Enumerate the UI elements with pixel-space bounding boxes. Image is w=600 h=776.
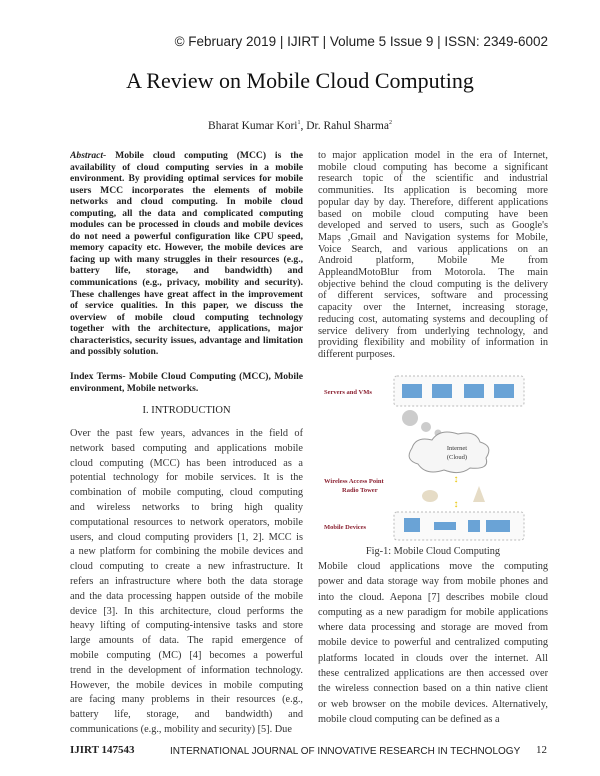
text-line: to major application model in the era of Internet, (318, 150, 548, 161)
text-line: cloud computing to create a new infrastructure. It (70, 561, 303, 573)
cloud-icon (409, 432, 489, 473)
text-line: are facing many problems in their resources (e.g., (70, 694, 303, 706)
text-line: based on mobile cloud computing have been (318, 208, 548, 220)
text-line: communities. Its application is becoming more (318, 185, 548, 197)
cloud-label: Internet (446, 445, 468, 452)
text-line: Voice Search, and various applications on an (318, 243, 548, 255)
text-line: service delivery from underlying technology, and (318, 325, 548, 337)
text-line: trend in the development of information technology. (70, 664, 303, 676)
text-line: the wireless connection based on a thin native client (318, 683, 548, 695)
text-line: Index Terms- Mobile Cloud Computing (MCC), Mobile (70, 371, 303, 382)
text-line: computing, all the data and complicated computing (70, 207, 303, 219)
text-line: providing flexibility and mobility of information in (318, 337, 548, 349)
text-line: power and data storage way from mobile phones and (318, 576, 548, 588)
text-line: Maps ,Gmail and Navigation systems for Mobile, (318, 231, 548, 243)
text-line: AppleandMotoBlur from Motorola. The main (318, 267, 548, 279)
author-1: Bharat Kumar Kori (208, 120, 298, 132)
figure-caption: Fig-1: Mobile Cloud Computing (365, 546, 501, 557)
text-line: overview of mobile cloud computing technology (70, 311, 303, 323)
text-line: platforms located in clouds over the internet. All (318, 652, 548, 664)
access-point-icon (422, 490, 438, 502)
text-line: users MCC incorporates the elements of mobile (70, 184, 303, 196)
text-line: potential technology for mobile services. It is the (70, 472, 303, 484)
text-line: users, and cloud computing providers [1, 2]. MCC is (70, 531, 303, 543)
text-line: environment. By providing optimal services for mobile (70, 173, 303, 185)
text-line (70, 150, 303, 162)
text-line: communications (e.g., privacy, mobility and security). (70, 277, 303, 289)
authors (0, 120, 600, 132)
text-line: computational resources to network operators, mobile (70, 516, 303, 528)
text-line: refers an infrastructure where both the data storage (70, 575, 303, 587)
introduction-text (70, 427, 303, 738)
abstract-label: Abstract- (70, 150, 107, 161)
mobile-devices-label: Mobile Devices (324, 524, 367, 531)
text-line: Mobile cloud applications move the computing (318, 561, 548, 572)
text-line: objective behind the cloud computing is the delivery (318, 278, 548, 290)
text-line: popular day by day. Therefore, different applications (318, 196, 548, 208)
right-column-text-2 (318, 559, 548, 727)
text-line: mobile cloud computing can be defined as a (318, 713, 500, 725)
text-line: heavy lifting of computing-intensive tasks and store (70, 620, 303, 632)
text-line: different purposes. (318, 348, 396, 360)
text-line: mobile computing (MC) [4] becomes a powerful (70, 649, 303, 661)
text-line: and possibly solution. (70, 346, 159, 358)
text-line: However, the mobile devices in mobile computing (70, 679, 303, 691)
text-line: availability of cloud computing servies in a mobile (70, 161, 303, 173)
text-line: together with the architecture, applications, major (70, 323, 303, 335)
paper-title: A Review on Mobile Cloud Computing (126, 68, 474, 93)
text-line: and the data processing happen outside of the mobile (70, 590, 303, 602)
section-heading: I. INTRODUCTION (142, 405, 231, 416)
text-line: network based computing and applications mobile (70, 442, 303, 454)
text-line: developed and served to users, such as Google's (318, 220, 548, 232)
text-line: capacity over the Internet, increasing storage, (318, 302, 548, 314)
text-line: device [3]. In this architecture, cloud performs the (70, 605, 303, 617)
page-number: 12 (536, 744, 547, 756)
radio-tower-icon (473, 486, 485, 502)
text-line: into the cloud. Aepona [7] describes mobile cloud (318, 591, 548, 603)
text-line: modules can be processed in clouds and mobile devices (70, 219, 303, 231)
text-line: these centralized applications are then accessed over (318, 668, 548, 680)
text-line: battery life, storage, and bandwidth) and (70, 265, 303, 277)
text-line: of different services, software and processing (318, 290, 548, 302)
text-line: computing as a new paradigm for mobile applications (318, 606, 548, 618)
text-line: battery life, storage, and bandwidth) and (70, 709, 303, 721)
wireless-label: Wireless Access Point (324, 478, 384, 485)
radio-tower-label: Radio Tower (342, 487, 378, 494)
abstract (70, 150, 303, 358)
text-line: communications (e.g., mobility and security) [5]. Due (70, 723, 292, 735)
text-line: Over the past few years, advances in the field of (70, 428, 303, 439)
text-line: where data processing and storage are moved from (318, 622, 548, 634)
text-line: mobile cloud computing has become a significant (318, 161, 548, 173)
author-2: , Dr. Rahul Sharma (300, 120, 389, 132)
text-line-content: Mobile cloud computing (MCC) is the (115, 150, 303, 161)
index-terms (70, 371, 303, 395)
text-line: of service qualities. In this paper, we discuss the (70, 300, 303, 312)
text-line: and wireless networks to bring high quality (70, 501, 303, 513)
text-line: memory capacity etc. However, the mobile devices are (70, 242, 303, 254)
right-column-text (318, 150, 548, 361)
text-line: Android platform, Mobile Me from (318, 255, 548, 267)
arrow-icon: ↕ (453, 499, 459, 510)
text-line: environment, Mobile networks. (70, 383, 199, 394)
affiliation-2: 2 (388, 120, 392, 127)
affiliation-1: 1 (297, 120, 301, 127)
text-line: reducing cost, automating systems and decoupling of (318, 313, 548, 325)
arrow-icon: ↕ (453, 474, 459, 485)
text-line: characteristics, security issues, advantage and limitation (70, 334, 303, 346)
footer-paper-id: IJIRT 147543 (70, 744, 135, 756)
text-line: large amounts of data. The rapid emergence of (70, 635, 303, 647)
text-line: networks and cloud computing. In mobile cloud (70, 196, 303, 208)
text-line: These challenges have great affect in the improvement (70, 288, 303, 300)
text-line: research topic of the scientific and industrial (318, 173, 548, 185)
footer-journal-name: INTERNATIONAL JOURNAL OF INNOVATIVE RESEARCH IN TECHNOLOGY (170, 746, 521, 757)
text-line: do not need a powerful configuration like CPU speed, (70, 230, 303, 242)
cloud-label-2: (Cloud) (446, 454, 468, 461)
journal-header: © February 2019 | IJIRT | Volume 5 Issue 9 | ISSN: 2349-6002 (174, 34, 548, 49)
text-line: combination of mobile computing, cloud computing (70, 487, 303, 499)
text-line: mobile device to powerful and centralized computing (318, 637, 548, 649)
mobile-cloud-figure (318, 364, 548, 546)
servers-label: Servers and VMs (324, 389, 372, 396)
text-line: a new platform for combining the mobile devices and (70, 546, 303, 558)
text-line: cloud computing (MCC) has been introduced as a (70, 457, 303, 469)
text-line: facing up with many struggles in their resources (e.g., (70, 253, 303, 265)
text-line: or web browser on the mobile devices. Alternatively, (318, 698, 548, 710)
